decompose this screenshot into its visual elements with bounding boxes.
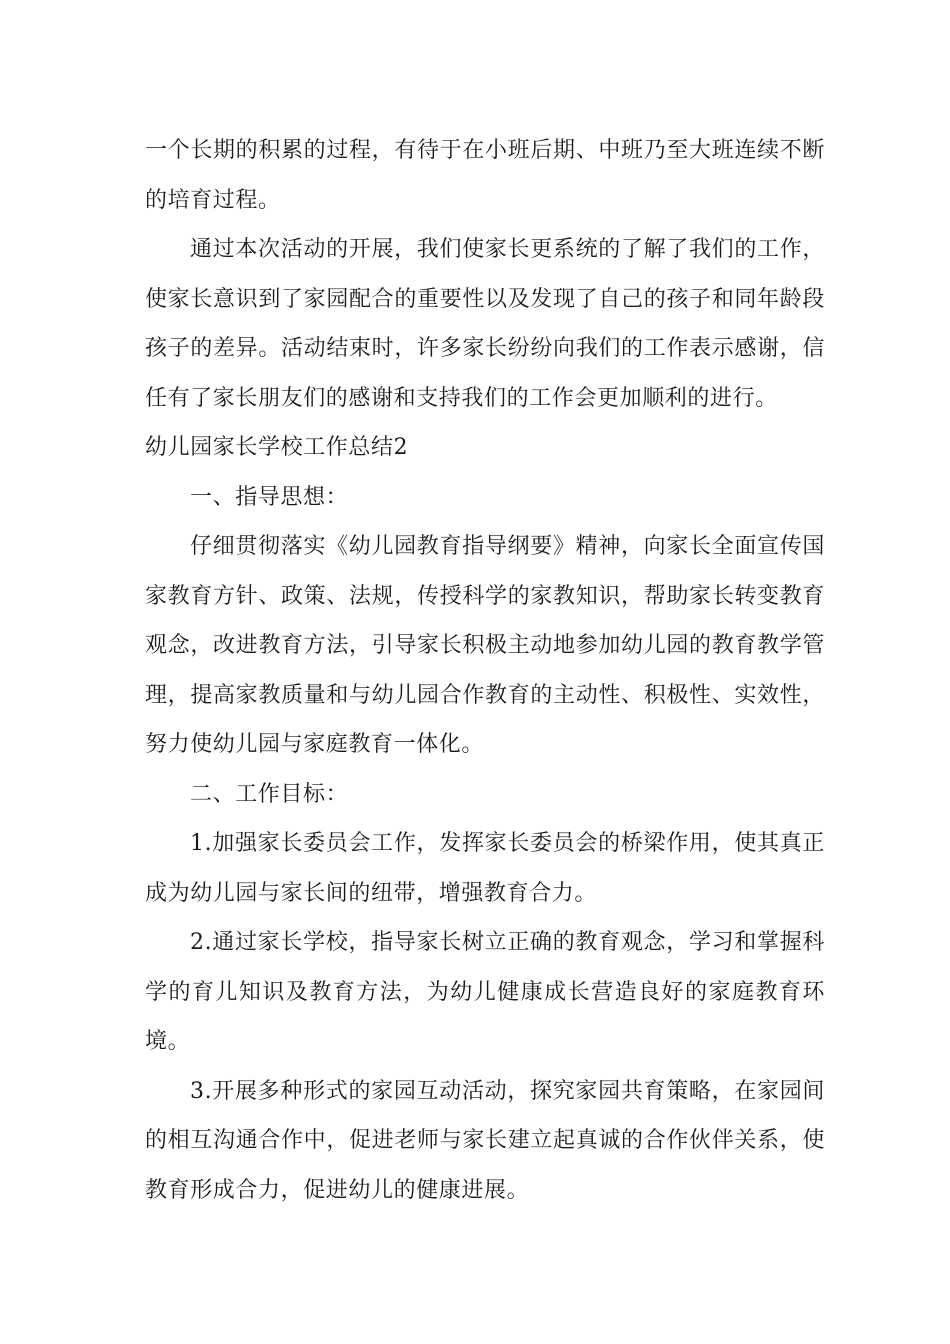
paragraph-continuation: 一个长期的积累的过程，有待于在小班后期、中班乃至大班连续不断的培育过程。 xyxy=(145,138,825,213)
work-goals-heading: 二、工作目标： xyxy=(190,781,349,807)
work-goal-item: 2.通过家长学校，指导家长树立正确的教育观念，学习和掌握科学的育儿知识及教育方法，为幼儿健康成长营造良好的家庭教育环境。 xyxy=(145,930,825,1054)
guiding-ideology-heading: 一、指导思想： xyxy=(190,484,349,510)
guiding-ideology-text: 仔细贯彻落实《幼儿园教育指导纲要》精神，向家长全面宣传国家教育方针、政策、法规，传授科学的家教知识，帮助家长转变教育观念，改进教育方法，引导家长积极主动地参加幼儿园的教育教学管理，提高家教质量和与幼儿园合作教育的主动性、积极性、实效性，努力使幼儿园与家庭教育一体化。 xyxy=(145,534,825,757)
section-title: 幼儿园家长学校工作总结2 xyxy=(145,435,409,460)
document-body xyxy=(145,126,825,1215)
work-goal-item: 3.开展多种形式的家园互动活动，探究家园共育策略，在家园间的相互沟通合作中，促进老师与家长建立起真诚的合作伙伴关系，使教育形成合力，促进幼儿的健康进展。 xyxy=(145,1078,825,1203)
work-goal-item: 1.加强家长委员会工作，发挥家长委员会的桥梁作用，使其真正成为幼儿园与家长间的纽带，增强教育合力。 xyxy=(145,831,825,906)
paragraph-activity-summary: 通过本次活动的开展，我们使家长更系统的了解了我们的工作，使家长意识到了家园配合的重要性以及发现了自己的孩子和同年龄段孩子的差异。活动结束时，许多家长纷纷向我们的工作表示感谢，信任有了家长朋友们的感谢和支持我们的工作会更加顺利的进行。 xyxy=(145,237,825,411)
